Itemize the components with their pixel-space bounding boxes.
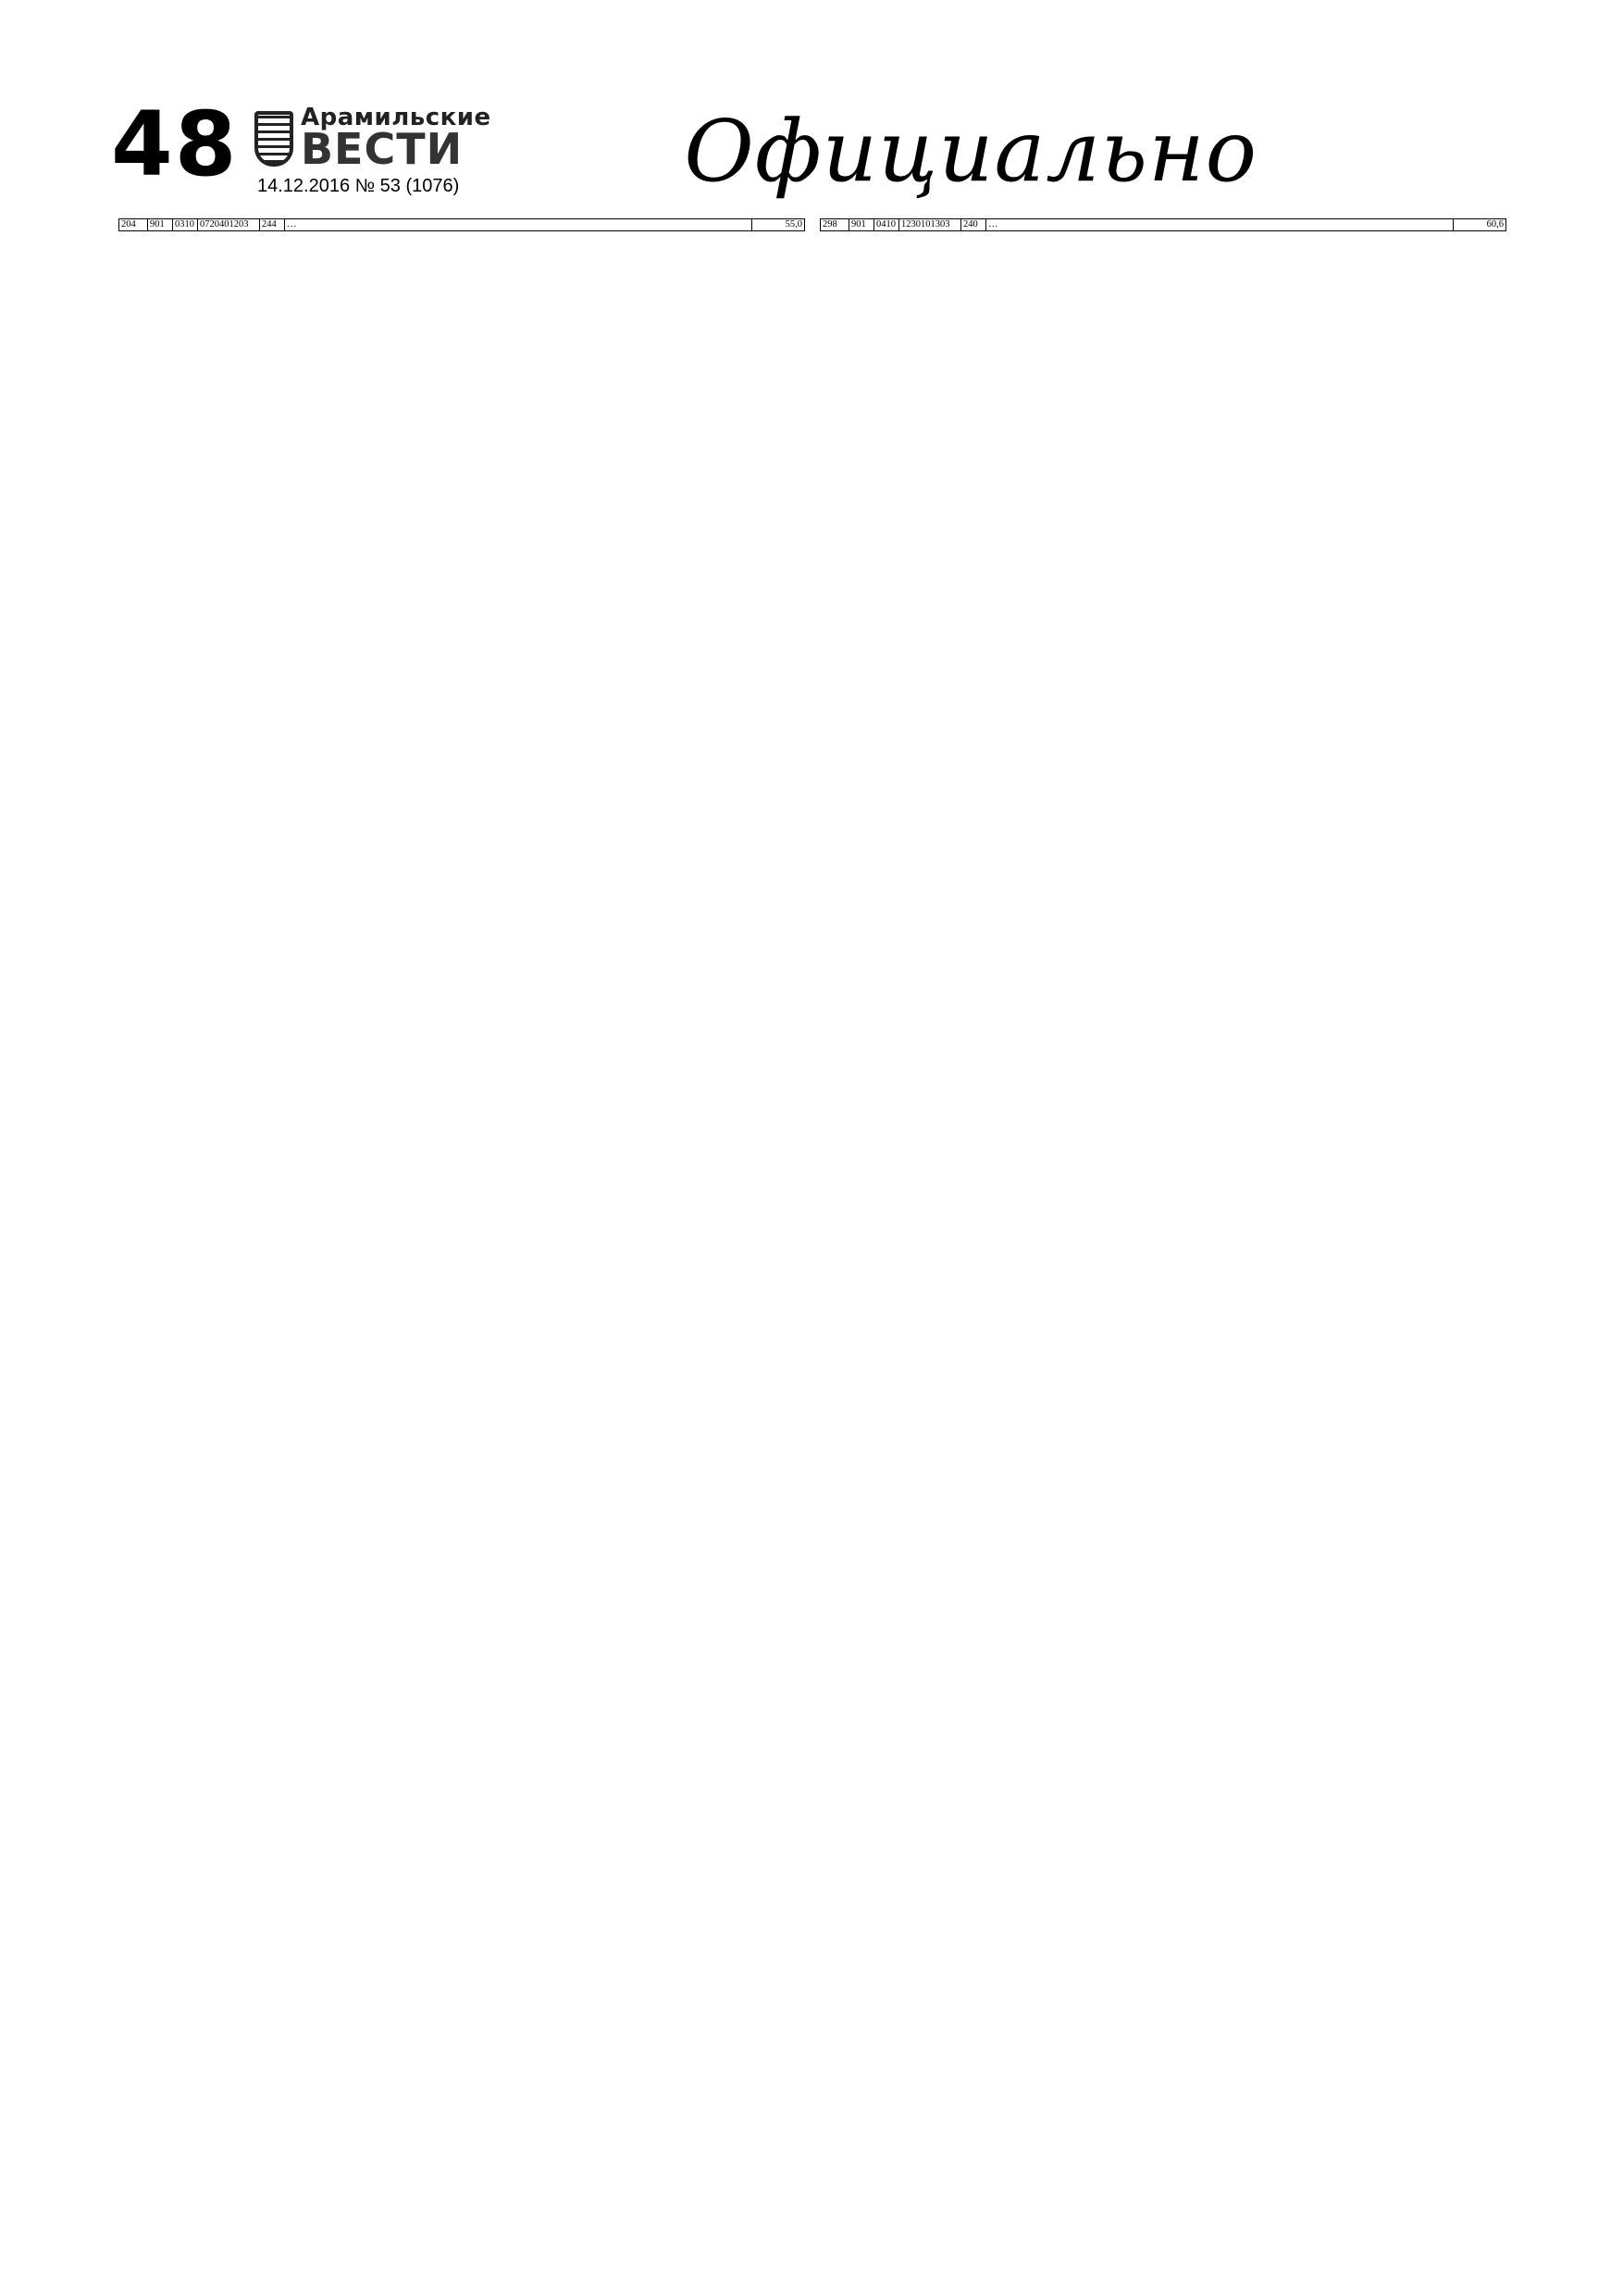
emblem-icon xyxy=(254,111,293,167)
table-cell: 901 xyxy=(148,219,173,231)
table-cell: 60,6 xyxy=(1454,219,1506,231)
table-cell: 0720401203 xyxy=(198,219,260,231)
table-left xyxy=(118,218,805,231)
table-cell: 204 xyxy=(119,219,148,231)
table-cell: 240 xyxy=(961,219,986,231)
table-cell: 55,0 xyxy=(752,219,805,231)
table-cell: 1230101303 xyxy=(899,219,961,231)
page-number: 48 xyxy=(111,93,239,196)
table-cell: 244 xyxy=(260,219,285,231)
issue-info: 14.12.2016 № 53 (1076) xyxy=(257,176,460,196)
table-cell: 298 xyxy=(821,219,849,231)
table-cell: … xyxy=(986,219,1454,231)
page-header xyxy=(0,0,1623,215)
table-cell: … xyxy=(285,219,752,231)
table-row xyxy=(119,219,805,231)
table-cell: 901 xyxy=(849,219,874,231)
table-right xyxy=(820,218,1506,231)
brand-top: Арамильские xyxy=(301,104,491,131)
table-row xyxy=(821,219,1506,231)
table-cell: 0310 xyxy=(173,219,198,231)
content-columns xyxy=(118,218,1506,231)
brand-main: ВЕСТИ xyxy=(301,124,464,174)
table-cell: 0410 xyxy=(874,219,899,231)
section-title: Официально xyxy=(684,102,1258,201)
